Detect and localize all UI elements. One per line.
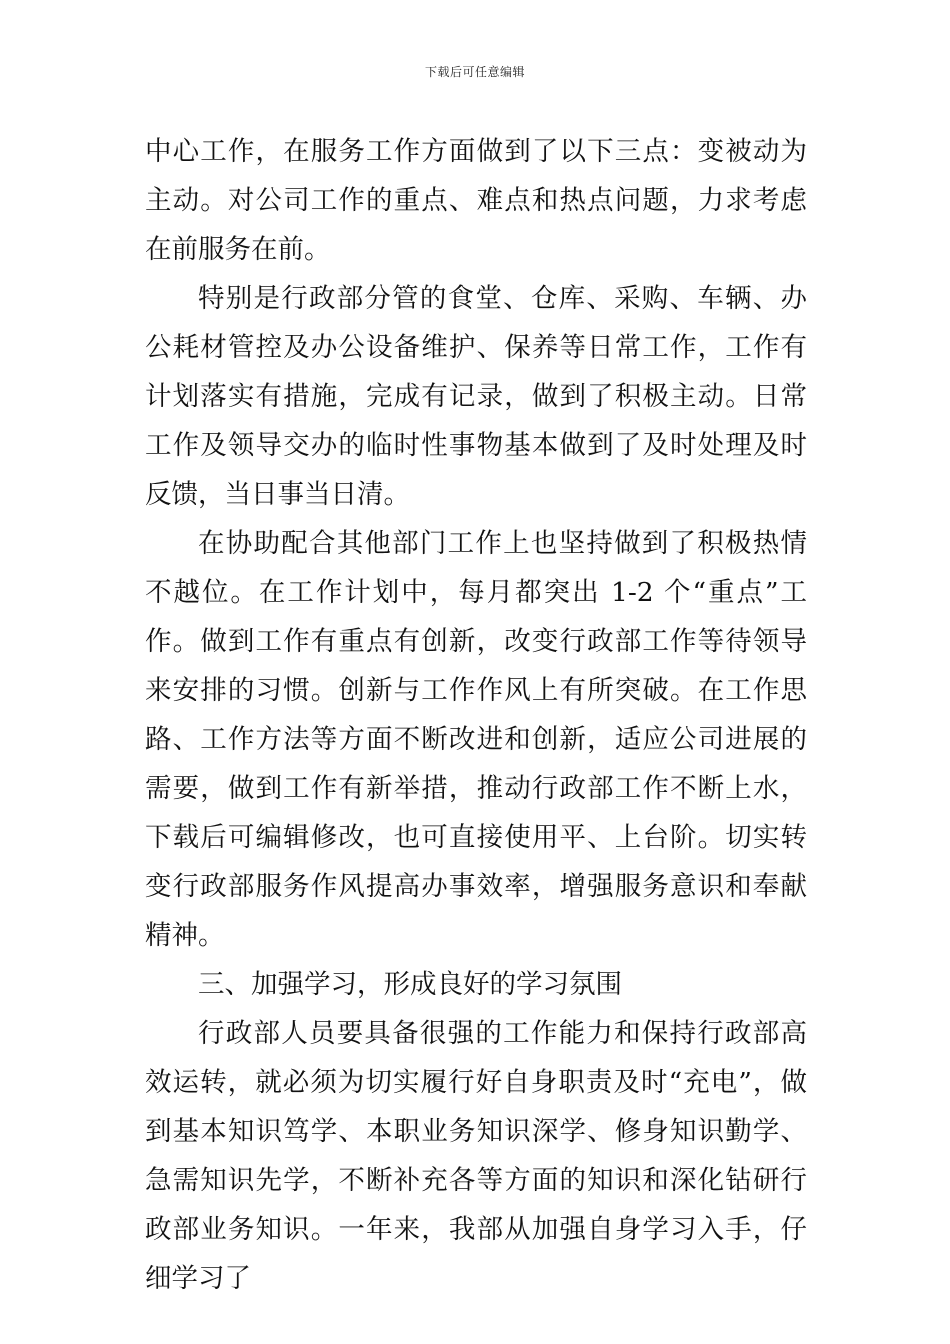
- paragraph-2: 特别是行政部分管的食堂、仓库、采购、车辆、办公耗材管控及办公设备维护、保养等日常工作，工作有计划落实有措施，完成有记录，做到了积极主动。日常工作及领导交办的临时性事物基本做到了及时处理及时反馈，当日事当日清。: [145, 283, 807, 510]
- paragraph-1: 中心工作，在服务工作方面做到了以下三点：变被动为主动。对公司工作的重点、难点和热点问题，力求考虑在前服务在前。: [145, 136, 807, 265]
- paragraph-3: 在协助配合其他部门工作上也坚持做到了积极热情不越位。在工作计划中，每月都突出 1-2 个“重点”工作。做到工作有重点有创新，改变行政部工作等待领导来安排的习惯。创新与工作作风上有所突破。在工作思路、工作方法等方面不断改进和创新，适应公司进展的需要，做到工作有新举措，推动行政部工作不断上水，下载后可编辑修改，也可直接使用平、上台阶。切实转变行政部服务作风提高办事效率，增强服务意识和奉献精神。: [145, 528, 807, 951]
- paragraph-4: 行政部人员要具备很强的工作能力和保持行政部高效运转，就必须为切实履行好自身职责及时“充电”，做到基本知识笃学、本职业务知识深学、修身知识勤学、急需知识先学，不断补充各等方面的知识和深化钻研行政部业务知识。一年来，我部从加强自身学习入手，仔细学习了: [145, 1018, 807, 1294]
- section-heading: 三、加强学习，形成良好的学习氛围: [198, 969, 622, 1000]
- page-header: 下载后可任意编辑: [424, 65, 525, 79]
- document-body: [145, 127, 807, 1303]
